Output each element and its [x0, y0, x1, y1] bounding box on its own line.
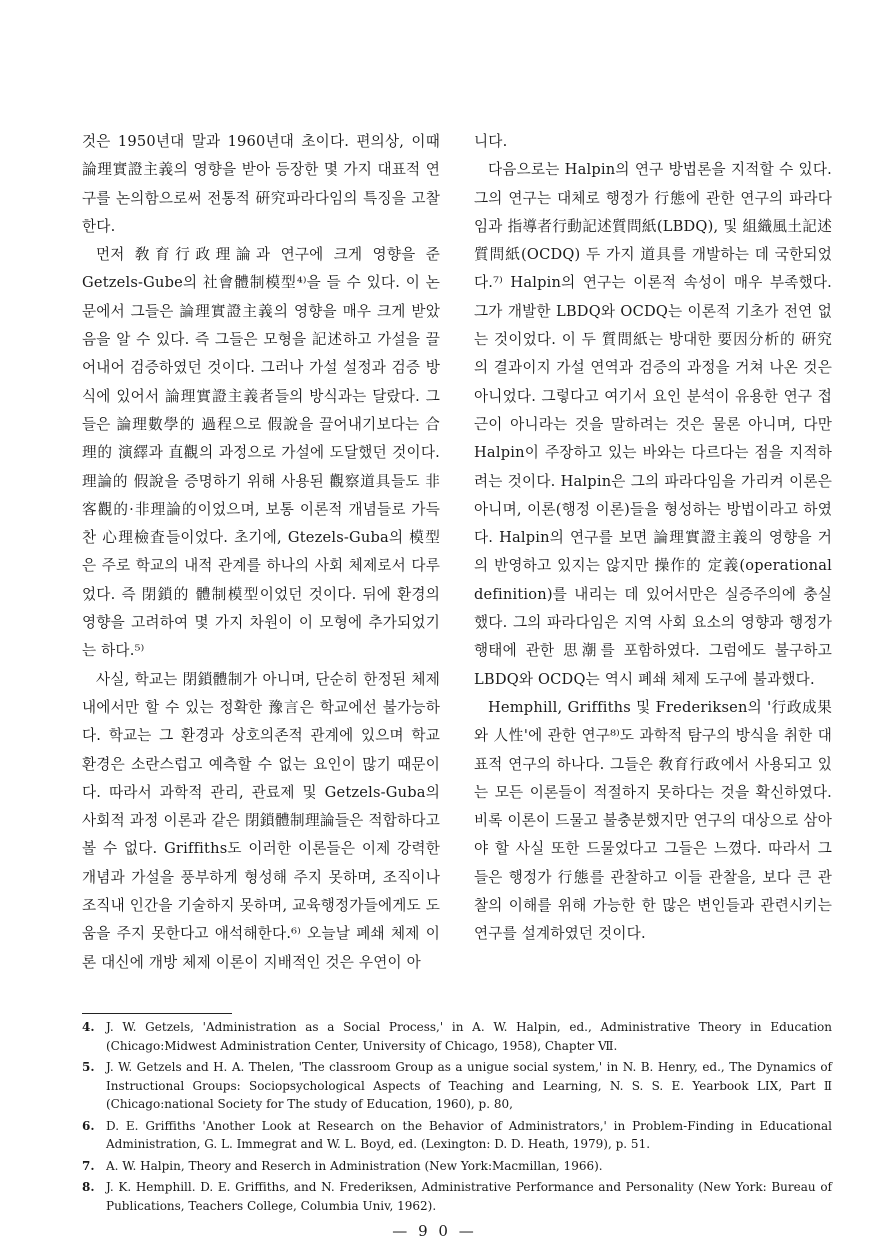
- right-column: [474, 128, 832, 949]
- footnote: [82, 1058, 832, 1114]
- footnotes: [82, 1018, 832, 1218]
- footnote-text: D. E. Griffiths 'Another Look at Research on the Behavior of Administrators,' in Problem-Finding in Educational Administration, G. L. Immegrat and W. L. Boyd, ed. (Lexington: D. D. Heath, 1979), p. 51.: [106, 1118, 832, 1151]
- footnote-text: J. W. Getzels and H. A. Thelen, 'The classroom Group as a unigue social system,' in N. B. Henry, ed., The Dynamics of Instructional Groups: Sociopsychological Aspects of Teaching and Learning, N. S. S. E. Yearbook LIX, Part Ⅱ (Chicago:national Society for The study of Education, 1960), p. 80,: [106, 1060, 832, 1111]
- footnote-text: A. W. Halpin, Theory and Reserch in Administration (New York:Macmillan, 1966).: [106, 1158, 603, 1173]
- footnote: [82, 1117, 832, 1154]
- paragraph: 니다.: [474, 133, 508, 150]
- footnote: [82, 1178, 832, 1215]
- footnote-text: J. W. Getzels, 'Administration as a Social Process,' in A. W. Halpin, ed., Administrative Theory in Education (Chicago:Midwest Administration Center, University of Chicago, 1958), Chapter Ⅶ.: [106, 1020, 832, 1053]
- paragraph: 사실, 학교는 閉鎖體制가 아니며, 단순히 한정된 체제 내에서만 할 수 있는 정확한 豫言은 학교에선 불가능하다. 학교는 그 환경과 상호의존적 관계에 있으며 학교 환경은 소란스럽고 예측할 수 없는 요인이 많기 때문이다. 따라서 과학적 관리, 관료제 및 Getzels-Guba의 사회적 과정 이론과 같은 閉鎖體制理論들은 적합하다고 볼 수 없다. Griffiths도 이러한 이론들은 이제 강력한 개념과 가설을 풍부하게 형성해 주지 못하며, 조직이나 조직내 인간을 기술하지 못하며, 교육행정가들에게도 도움을 주지 못한다고 애석해한다.⁶⁾ 오늘날 폐쇄 체제 이론 대신에 개방 체제 이론이 지배적인 것은 우연이 아: [82, 670, 440, 971]
- left-column: [82, 128, 440, 977]
- paragraph: 것은 1950년대 말과 1960년대 초이다. 편의상, 이때 論理實證主義의 영향을 받아 등장한 몇 가지 대표적 연구를 논의함으로써 전통적 硏究파라다임의 특징을 고찰한다.: [82, 133, 440, 235]
- footnote-text: J. K. Hemphill. D. E. Griffiths, and N. Frederiksen, Administrative Performance and Personality (New York: Bureau of Publications, Teachers College, Columbia Univ, 1962).: [106, 1180, 832, 1213]
- footnote-divider: [82, 1013, 232, 1014]
- footnote-number: 8.: [82, 1180, 95, 1194]
- paragraph: 먼저 敎育行政理論과 연구에 크게 영향을 준 Getzels-Gube의 社會體制模型⁴⁾을 들 수 있다. 이 논문에서 그들은 論理實證主義의 영향을 매우 크게 받았음을 알 수 있다. 즉 그들은 모형을 記述하고 가설을 끌어내어 검증하였던 것이다. 그러나 가설 설정과 검증 방식에 있어서 論理實證主義者들의 방식과는 달랐다. 그들은 論理數學的 過程으로 假說을 끌어내기보다는 合理的 演繹과 直觀의 과정으로 가설에 도달했던 것이다. 理論的 假說을 증명하기 위해 사용된 觀察道具들도 非客觀的·非理論的이었으며, 보통 이론적 개념들로 가득 찬 心理檢査들이었다. 초기에, Gtezels-Guba의 模型은 주로 학교의 내적 관계를 하나의 사회 체제로서 다루었다. 즉 閉鎖的 體制模型이었던 것이다. 뒤에 환경의 영향을 고려하여 몇 가지 차원이 이 모형에 추가되었기는 하다.⁵⁾: [82, 246, 440, 660]
- footnote-number: 5.: [82, 1060, 95, 1074]
- paragraph: 다음으로는 Halpin의 연구 방법론을 지적할 수 있다. 그의 연구는 대체로 행정가 行態에 관한 연구의 파라다임과 指導者行動記述質問紙(LBDQ), 및 組織風土記述質問紙(OCDQ) 두 가지 道具를 개발하는 데 국한되었다.⁷⁾ Halpin의 연구는 이론적 속성이 매우 부족했다. 그가 개발한 LBDQ와 OCDQ는 이론적 기초가 전연 없는 것이었다. 이 두 質問紙는 방대한 要因分析的 硏究의 결과이지 가설 연역과 검증의 과정을 거쳐 나온 것은 아니었다. 그렇다고 여기서 요인 분석이 유용한 연구 접근이 아니라는 것을 말하려는 것은 물론 아니며, 다만 Halpin이 주장하고 있는 바와는 다르다는 점을 지적하려는 것이다. Halpin은 그의 파라다임을 가리켜 이론은 아니며, 이론(행정 이론)들을 형성하는 방법이라고 하였다. Halpin의 연구를 보면 論理實證主義의 영향을 거의 반영하고 있지는 않지만 操作的 定義(operational definition)를 내리는 데 있어서만은 실증주의에 충실했다. 그의 파라다임은 지역 사회 요소의 영향과 행정가 행태에 관한 思潮를 포함하였다. 그럼에도 불구하고 LBDQ와 OCDQ는 역시 폐쇄 체제 도구에 불과했다.: [474, 161, 832, 688]
- page-number: — 9 0 —: [392, 1222, 477, 1240]
- footnote-number: 7.: [82, 1158, 95, 1173]
- footnote-number: 4.: [82, 1020, 95, 1034]
- footnote-number: 6.: [82, 1118, 95, 1133]
- paragraph: Hemphill, Griffiths 및 Frederiksen의 '行政成果와 人性'에 관한 연구⁸⁾도 과학적 탐구의 방식을 취한 대표적 연구의 하나다. 그들은 敎育行政에서 사용되고 있는 모든 이론들이 적절하지 못하다는 것을 확신하였다. 비록 이론이 드물고 불충분했지만 연구의 대상으로 삼아야 할 사실 또한 드물었다고 그들은 느꼈다. 따라서 그들은 행정가 行態를 관찰하고 이들 관찰을, 보다 큰 관찰의 이해를 위해 가능한 한 많은 변인들과 관련시키는 연구를 설계하였던 것이다.: [474, 698, 832, 943]
- footnote: [82, 1157, 832, 1176]
- footnote: [82, 1018, 832, 1055]
